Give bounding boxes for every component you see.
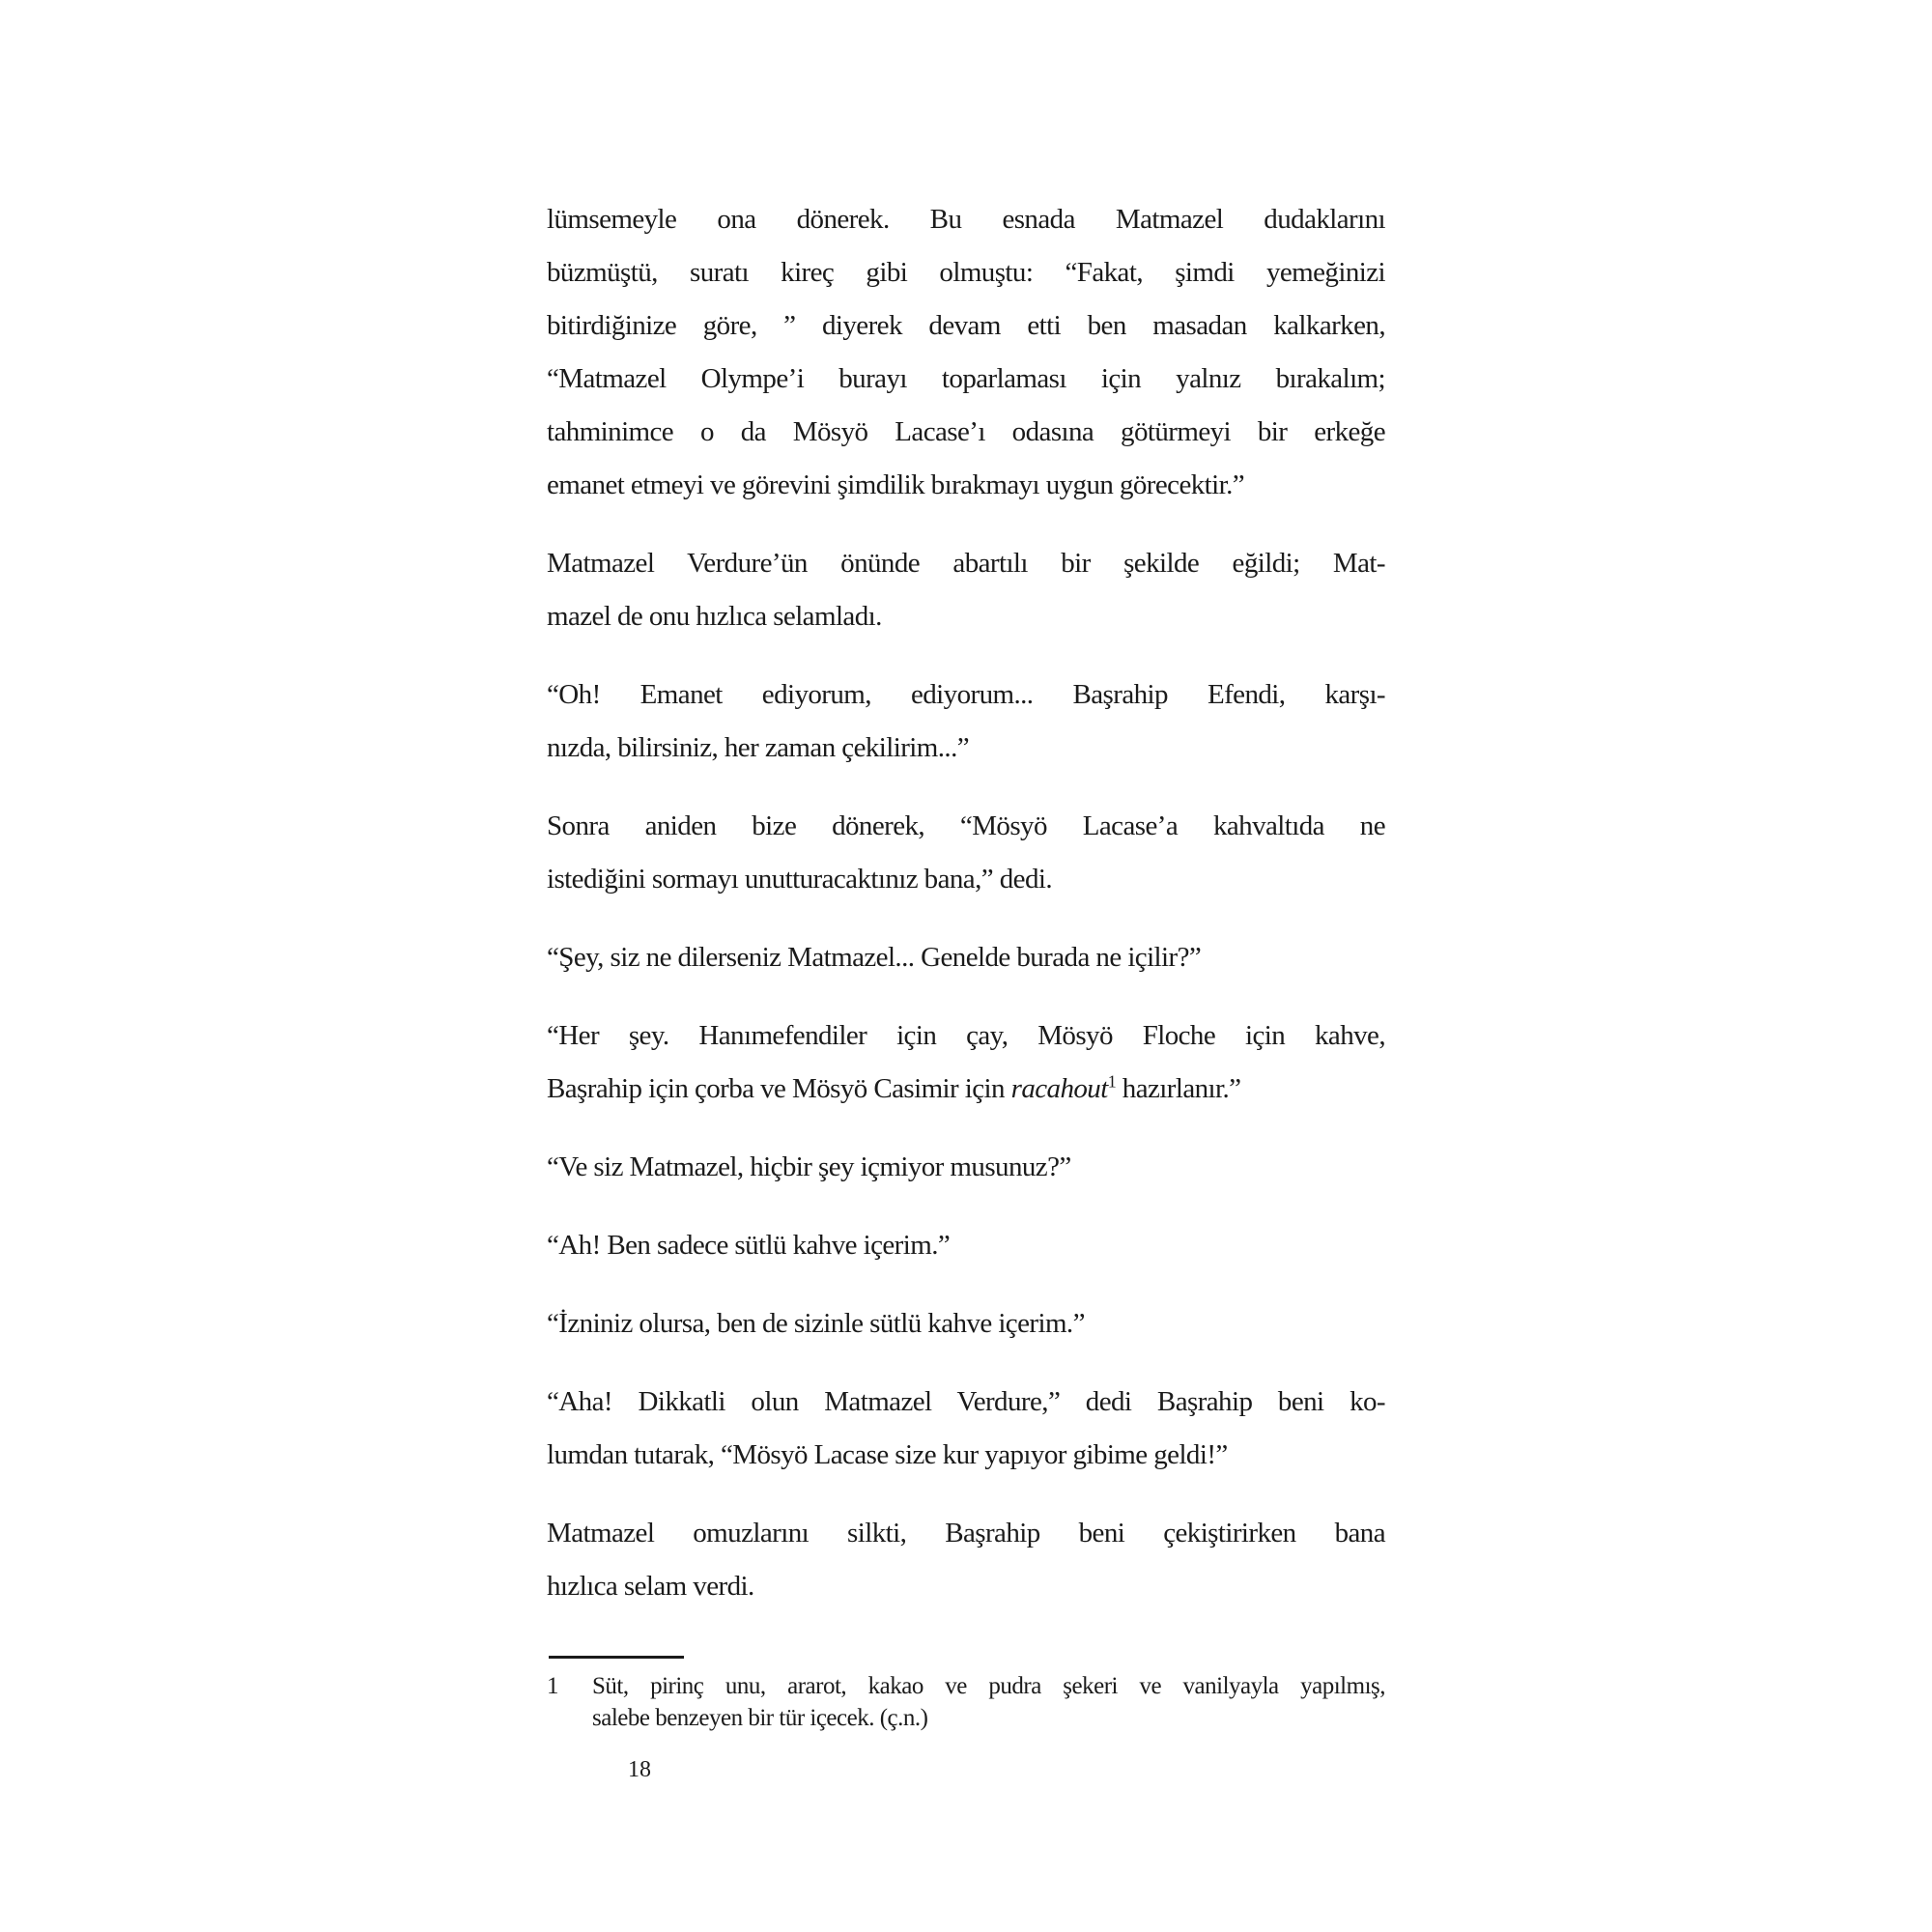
text-line: Sonra aniden bize dönerek, “Mösyö Lacase’a kahvaltıda ne bbox=[547, 810, 1385, 841]
text-line: “Aha! Dikkatli olun Matmazel Verdure,” dedi Başrahip beni ko- bbox=[547, 1386, 1385, 1417]
text-line: büzmüştü, suratı kireç gibi olmuştu: “Fakat, şimdi yemeğinizi bbox=[547, 257, 1385, 288]
paragraph bbox=[547, 1376, 1385, 1482]
paragraph bbox=[547, 193, 1385, 512]
paragraph bbox=[547, 1219, 1385, 1272]
text-line: hızlıca selam verdi. bbox=[547, 1571, 754, 1602]
text-line: lumdan tutarak, “Mösyö Lacase size kur yapıyor gibime geldi!” bbox=[547, 1439, 1228, 1470]
text-line: “İzniniz olursa, ben de sizinle sütlü kahve içerim.” bbox=[547, 1308, 1085, 1339]
paragraph bbox=[547, 1297, 1385, 1350]
footnote-divider bbox=[549, 1656, 684, 1659]
paragraph bbox=[547, 537, 1385, 643]
text-segment: Başrahip için çorba ve Mösyö Casimir için bbox=[547, 1073, 1011, 1104]
text-line: nızda, bilirsiniz, her zaman çekilirim...” bbox=[547, 732, 970, 763]
text-line: emanet etmeyi ve görevini şimdilik bırakmayı uygun görecektir.” bbox=[547, 469, 1245, 500]
paragraph bbox=[547, 1009, 1385, 1116]
text-line: “Her şey. Hanımefendiler için çay, Mösyö Floche için kahve, bbox=[547, 1020, 1385, 1051]
footnote-entry bbox=[547, 1670, 1385, 1734]
text-line: Matmazel omuzlarını silkti, Başrahip beni çekiştirirken bana bbox=[547, 1518, 1385, 1548]
text-line: “Oh! Emanet ediyorum, ediyorum... Başrahip Efendi, karşı- bbox=[547, 679, 1385, 710]
paragraph bbox=[547, 800, 1385, 906]
text-line: “Matmazel Olympe’i burayı toparlaması için yalnız bırakalım; bbox=[547, 363, 1385, 394]
text-line: “Ah! Ben sadece sütlü kahve içerim.” bbox=[547, 1230, 951, 1261]
text-line: istediğini sormayı unutturacaktınız bana,” dedi. bbox=[547, 864, 1053, 895]
text-line: Matmazel Verdure’ün önünde abartılı bir şekilde eğildi; Mat- bbox=[547, 548, 1385, 579]
text-segment: hazırlanır.” bbox=[1116, 1073, 1241, 1104]
footnote-text bbox=[592, 1670, 1385, 1734]
text-line: bitirdiğinize göre, ” diyerek devam etti ben masadan kalkarken, bbox=[547, 310, 1385, 341]
footnote-number: 1 bbox=[547, 1673, 558, 1699]
italic-term: racahout bbox=[1010, 1073, 1108, 1104]
text-line: tahminimce o da Mösyö Lacase’ı odasına götürmeyi bir erkeğe bbox=[547, 416, 1385, 447]
text-line: lümsemeyle ona dönerek. Bu esnada Matmazel dudaklarını bbox=[547, 204, 1385, 235]
footnote-marker: 1 bbox=[1107, 1071, 1117, 1092]
paragraph bbox=[547, 1141, 1385, 1194]
text-line: “Ve siz Matmazel, hiçbir şey içmiyor musunuz?” bbox=[547, 1151, 1071, 1182]
paragraph bbox=[547, 668, 1385, 775]
paragraph bbox=[547, 931, 1385, 984]
paragraphs bbox=[547, 193, 1385, 1638]
text-line: “Şey, siz ne dilerseniz Matmazel... Genelde burada ne içilir?” bbox=[547, 942, 1202, 973]
text-line: mazel de onu hızlıca selamladı. bbox=[547, 601, 882, 632]
paragraph bbox=[547, 1507, 1385, 1613]
footnote-line: Süt, pirinç unu, ararot, kakao ve pudra şekeri ve vanilyayla yapılmış, bbox=[592, 1673, 1385, 1699]
page-number: 18 bbox=[628, 1757, 651, 1782]
footnote bbox=[547, 1634, 1385, 1734]
text-line bbox=[547, 1063, 1385, 1116]
footnote-line: salebe benzeyen bir tür içecek. (ç.n.) bbox=[592, 1705, 928, 1731]
